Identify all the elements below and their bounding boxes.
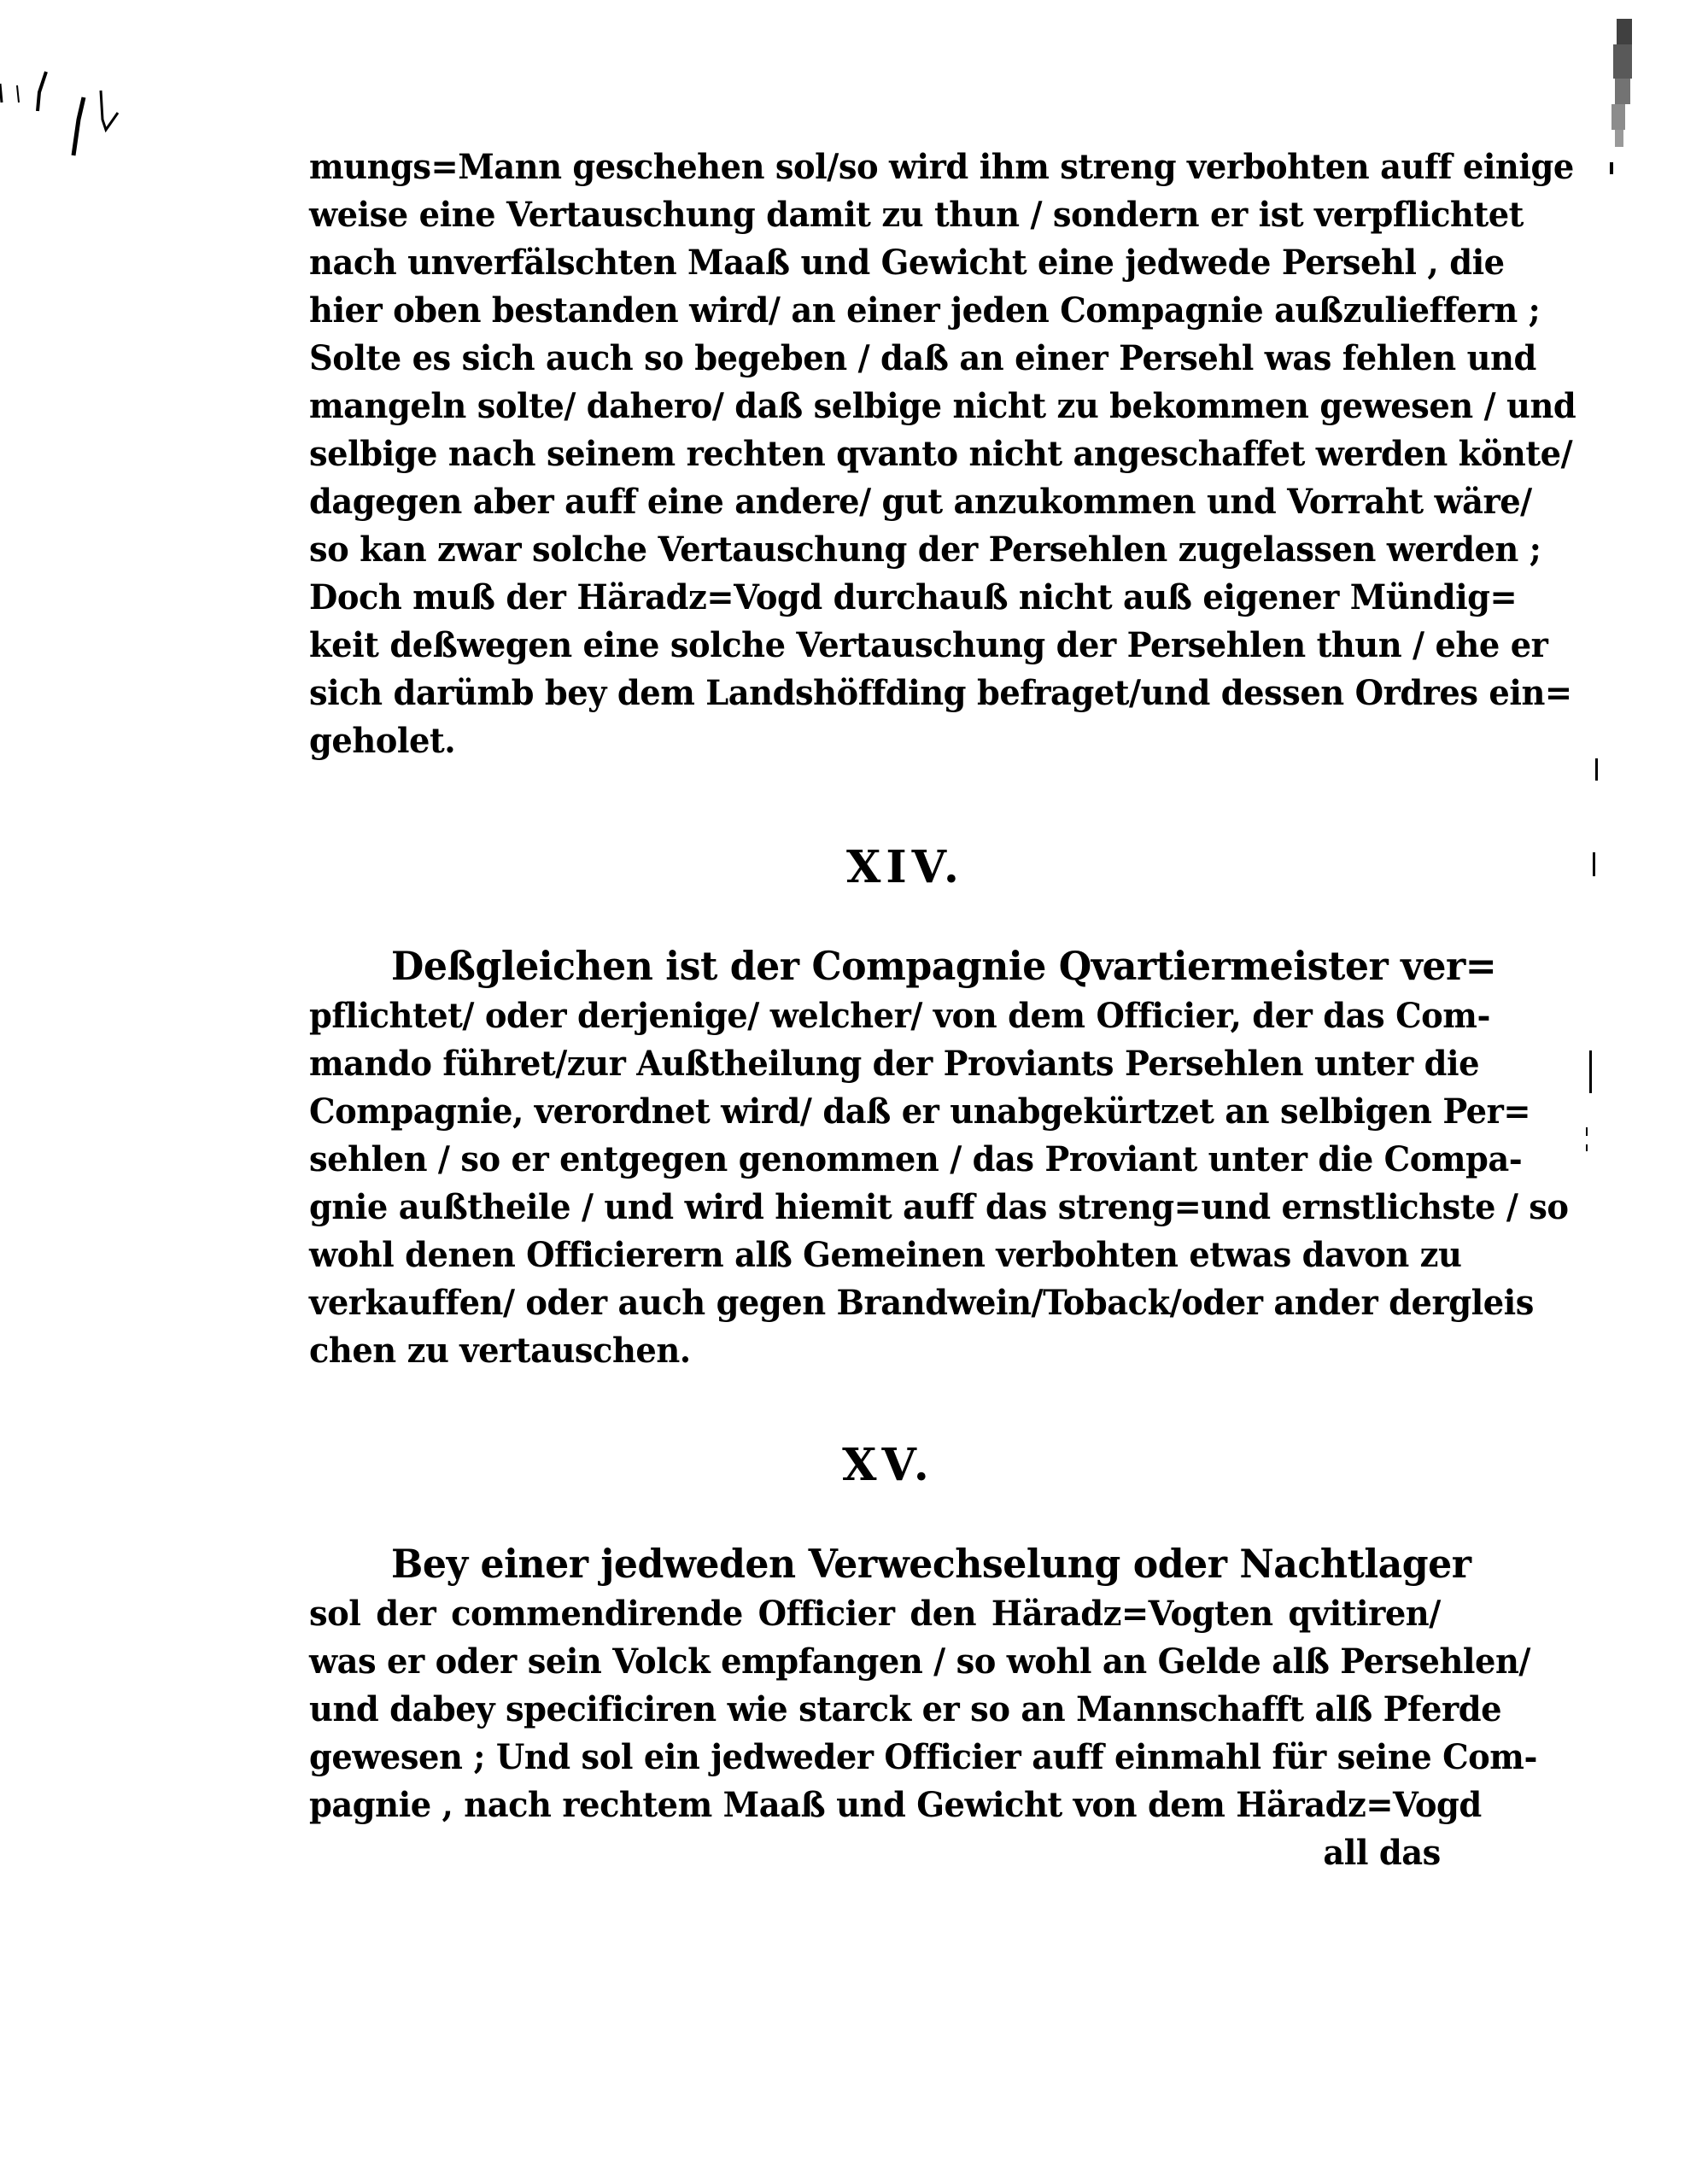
text-line: gewesen ; Und sol ein jedweder Officier auff einmahl für seine Com-	[309, 1737, 1537, 1777]
text-line: sehlen / so er entgegen genommen / das Proviant unter die Compa-	[309, 1139, 1523, 1179]
text-line: dagegen aber auff eine andere/ gut anzukommen und Vorraht wäre/	[309, 482, 1532, 522]
text-line: hier oben bestanden wird/ an einer jeden Compagnie außzulieffern ;	[309, 290, 1541, 331]
text-line: Compagnie, verordnet wird/ daß er unabgekürtzet an selbigen Per=	[309, 1091, 1531, 1132]
text-line: selbige nach seinem rechten qvanto nicht angeschaffet werden könte/	[309, 434, 1573, 474]
catchword: all das	[1323, 1833, 1441, 1873]
text-line: mangeln solte/ dahero/ daß selbige nicht zu bekommen gewesen / und	[309, 386, 1576, 426]
margin-speck	[1586, 1127, 1588, 1136]
text-line: chen zu vertauschen.	[309, 1331, 691, 1371]
margin-handwriting	[0, 60, 137, 171]
text-line: und dabey specificiren wie starck er so an Mannschafft alß Pferde	[309, 1689, 1502, 1729]
section-xv-body	[309, 1537, 1537, 1877]
text-line: keit deßwegen eine solche Vertauschung der Persehlen thun / ehe er	[309, 625, 1548, 665]
text-line: Solte es sich auch so begeben / daß an einer Persehl was fehlen und	[309, 338, 1536, 378]
margin-ink-stain	[1610, 15, 1644, 178]
continued-paragraph	[309, 143, 1576, 765]
text-line: Deßgleichen ist der Compagnie Qvartiermeister ver=	[391, 943, 1497, 989]
text-line: was er oder sein Volck empfangen / so wohl an Gelde alß Persehlen/	[309, 1641, 1530, 1682]
text-line: Bey einer jedweden Verwechselung oder Nachtlager	[391, 1541, 1471, 1587]
text-line: pflichtet/ oder derjenige/ welcher/ von dem Officier, der das Com-	[309, 996, 1490, 1036]
text-line: mando führet/zur Außtheilung der Proviants Persehlen unter die	[309, 1044, 1480, 1084]
margin-speck	[1586, 1144, 1588, 1151]
text-line: Doch muß der Häradz=Vogd durchauß nicht auß eigener Mündig=	[309, 577, 1518, 617]
text-line: pagnie , nach rechtem Maaß und Gewicht von dem Häradz=Vogd	[309, 1785, 1482, 1825]
text-line: so kan zwar solche Vertauschung der Persehlen zugelassen werden ;	[309, 530, 1541, 570]
margin-speck	[1589, 1050, 1592, 1093]
text-line: wohl denen Officierern alß Gemeinen verbohten etwas davon zu	[309, 1235, 1462, 1275]
text-line: sol der commendirende Officier den Häradz=Vogten qvitiren/	[309, 1594, 1441, 1634]
text-line: gnie außtheile / und wird hiemit auff das streng=und ernstlichste / so	[309, 1187, 1569, 1227]
text-line: sich darümb bey dem Landshöffding befraget/und dessen Ordres ein=	[309, 673, 1572, 713]
text-line: geholet.	[309, 721, 456, 761]
section-heading-xiv: XIV.	[845, 841, 965, 893]
text-line: weise eine Vertauschung damit zu thun / sondern er ist verpflichtet	[309, 195, 1524, 235]
margin-speck	[1595, 758, 1598, 781]
section-heading-xv: XV.	[842, 1439, 934, 1491]
section-xiv-body	[309, 939, 1569, 1375]
text-line: verkauffen/ oder auch gegen Brandwein/Toback/oder ander dergleis	[309, 1283, 1534, 1323]
text-line: mungs=Mann geschehen sol/so wird ihm streng verbohten auff einige	[309, 147, 1574, 187]
text-line: nach unverfälschten Maaß und Gewicht eine jedwede Persehl , die	[309, 243, 1505, 283]
